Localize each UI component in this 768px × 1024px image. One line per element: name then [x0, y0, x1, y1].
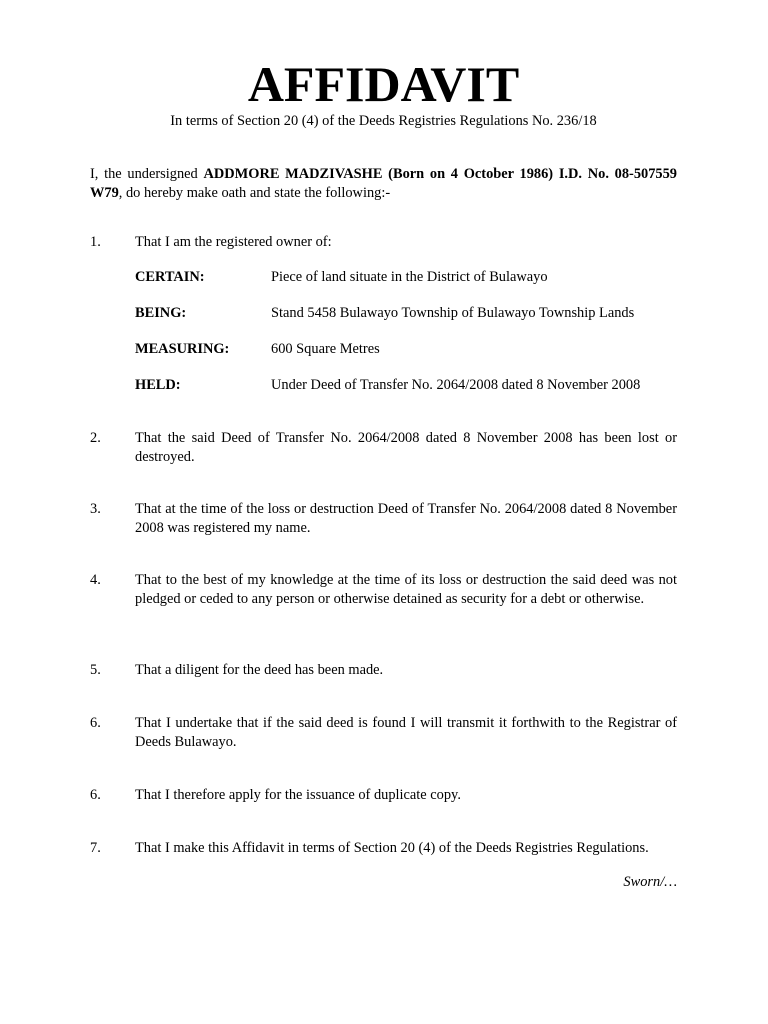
- item-text: That at the time of the loss or destruction Deed of Transfer No. 2064/2008 dated 8 November 2008 was registered my name.: [135, 501, 677, 536]
- property-label: BEING:: [135, 305, 187, 321]
- item-number: 5.: [90, 662, 101, 678]
- item-text: That I undertake that if the said deed is found I will transmit it forthwith to the Registrar of Deeds Bulawayo.: [135, 715, 677, 750]
- document-title: AFFIDAVIT: [247, 56, 520, 112]
- item-text: That to the best of my knowledge at the time of its loss or destruction the said deed was not pledged or ceded to any person or otherwise detained as security for a debt or otherwise.: [135, 572, 677, 607]
- intro-post: , do hereby make oath and state the following:-: [118, 184, 391, 201]
- item-number: 1.: [90, 234, 101, 250]
- intro-pre: I, the undersigned: [90, 166, 204, 182]
- item-number: 7.: [90, 840, 101, 856]
- item-text: That I make this Affidavit in terms of Section 20 (4) of the Deeds Registries Regulations.: [135, 840, 649, 856]
- property-label: HELD:: [135, 377, 181, 393]
- property-label: MEASURING:: [135, 341, 230, 357]
- deponent-name: ADDMORE MADZIVASHE: [203, 166, 383, 182]
- item-number: 4.: [90, 572, 101, 588]
- property-value: Piece of land situate in the District of Bulawayo: [271, 269, 548, 285]
- item-number: 6.: [90, 787, 101, 803]
- item-text: That a diligent for the deed has been made.: [135, 662, 384, 678]
- item-number: 3.: [90, 501, 101, 517]
- item-text: That the said Deed of Transfer No. 2064/2008 dated 8 November 2008 has been lost or destroyed.: [135, 430, 677, 465]
- item-text: That I therefore apply for the issuance of duplicate copy.: [135, 787, 461, 803]
- item-number: 6.: [90, 715, 101, 731]
- item-number: 2.: [90, 430, 101, 446]
- deponent-details: (Born on 4 October 1986) I.D. No. 08-507559 W79: [90, 166, 677, 201]
- intro-paragraph: [90, 165, 677, 202]
- property-label: CERTAIN:: [135, 269, 205, 285]
- property-value: Under Deed of Transfer No. 2064/2008 dated 8 November 2008: [271, 377, 641, 393]
- continuation-note: Sworn/…: [623, 874, 677, 890]
- item-text: That I am the registered owner of:: [135, 234, 332, 250]
- property-value: 600 Square Metres: [271, 341, 380, 357]
- property-value: Stand 5458 Bulawayo Township of Bulawayo Township Lands: [271, 305, 635, 321]
- document-subtitle: In terms of Section 20 (4) of the Deeds Registries Regulations No. 236/18: [170, 113, 597, 129]
